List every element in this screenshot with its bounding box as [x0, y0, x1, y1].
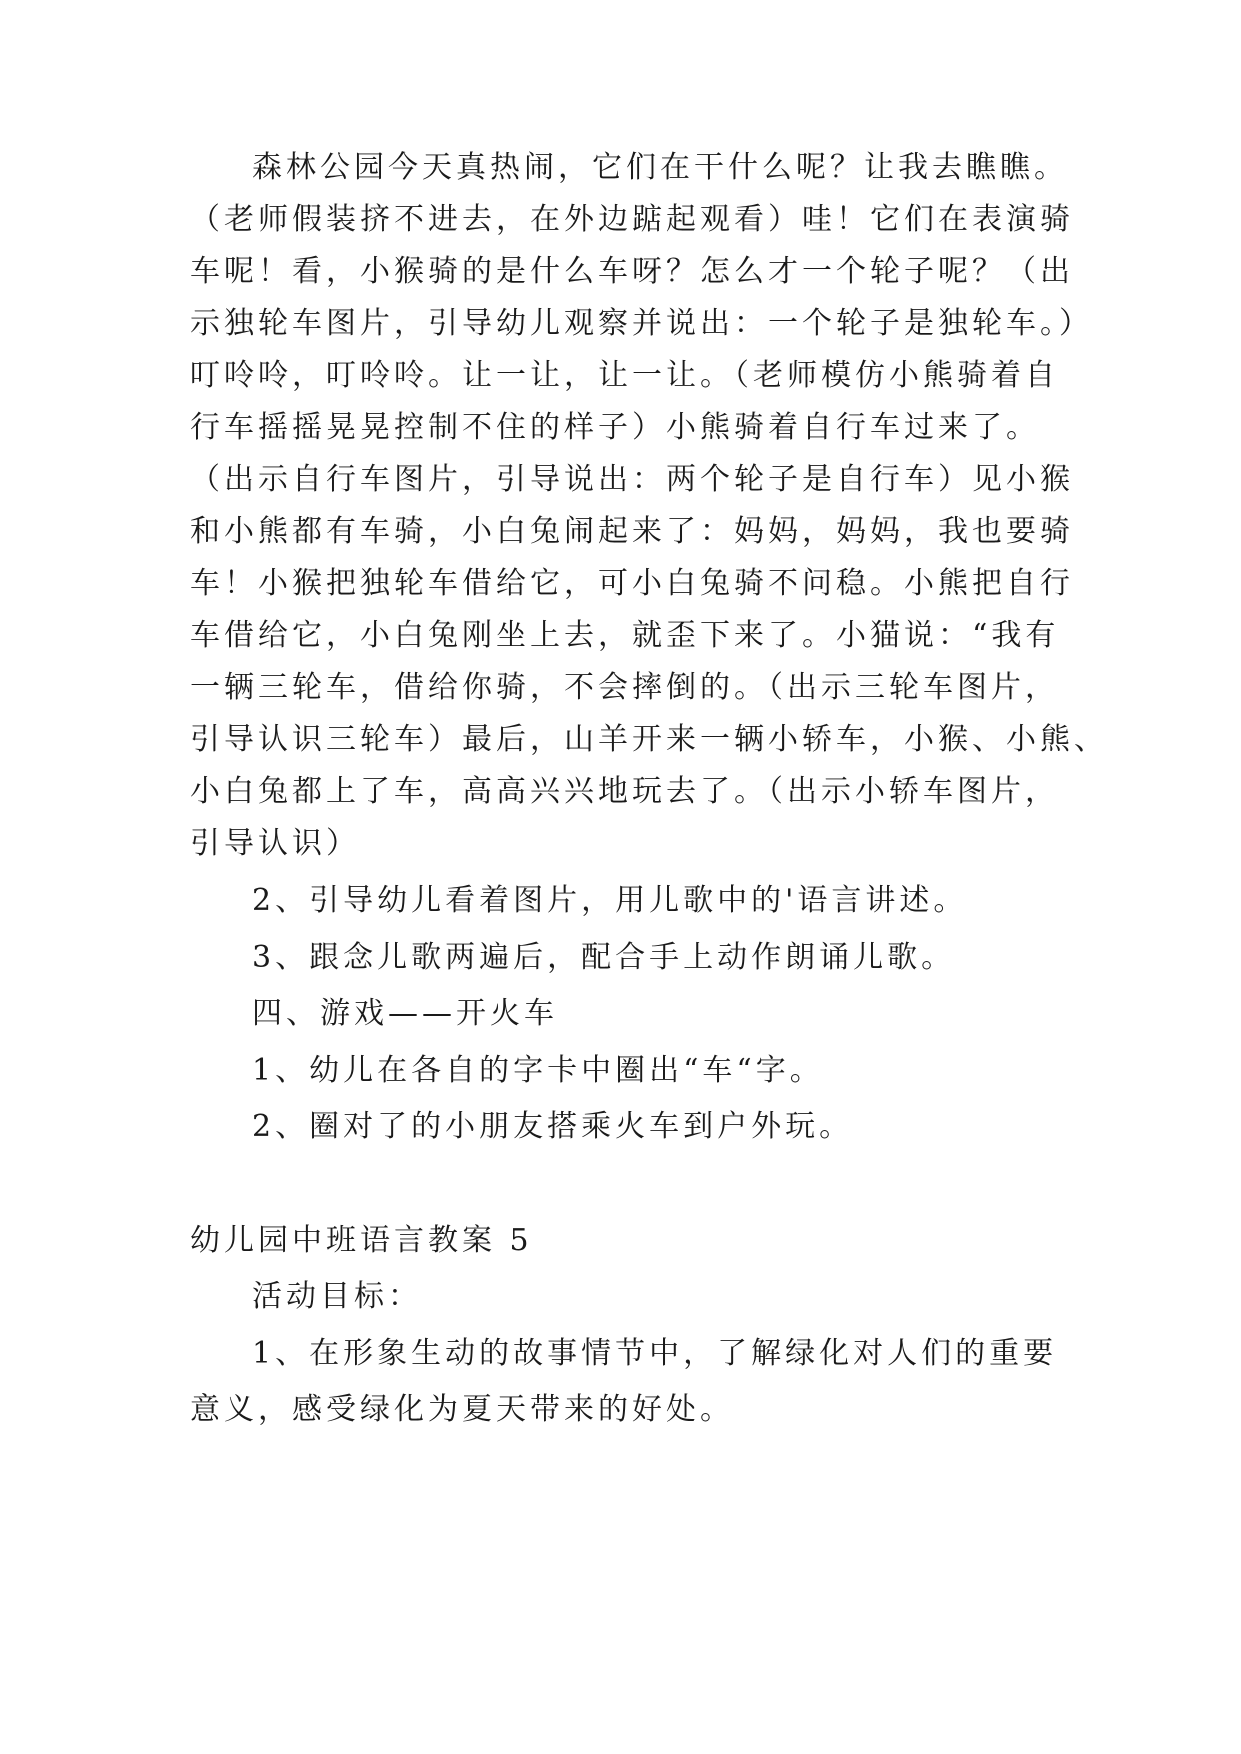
- story-line-1: 森林公园今天真热闹，它们在干什么呢？让我去瞧瞧。: [252, 150, 1068, 185]
- story-line-2: （老师假装挤不进去，在外边踮起观看）哇！它们在表演骑: [190, 202, 1074, 237]
- objectives-heading: 活动目标：: [252, 1279, 422, 1314]
- step-2-text: 2、引导幼儿看着图片，用儿歌中的'语言讲述。: [252, 883, 968, 918]
- story-line-14: 引导认识）: [190, 826, 360, 861]
- story-line-5: 叮呤呤，叮呤呤。让一让，让一让。（老师模仿小熊骑着自: [190, 358, 1059, 393]
- story-line-3: 车呢！看，小猴骑的是什么车呀？怎么才一个轮子呢？（出: [190, 254, 1074, 289]
- lesson-5-title: 幼儿园中班语言教案 5: [190, 1223, 533, 1258]
- story-line-12: 引导认识三轮车）最后，山羊开来一辆小轿车，小猴、小熊、: [190, 722, 1108, 757]
- game-step-1: 1、幼儿在各自的字卡中圈出“车“字。: [252, 1053, 824, 1088]
- story-line-6: 行车摇摇晃晃控制不住的样子）小熊骑着自行车过来了。: [190, 410, 1040, 445]
- story-line-4: 示独轮车图片，引导幼儿观察并说出：一个轮子是独轮车。）: [190, 306, 1093, 341]
- story-line-13: 小白兔都上了车，高高兴兴地玩去了。（出示小轿车图片，: [190, 774, 1059, 809]
- game-step-2: 2、圈对了的小朋友搭乘火车到户外玩。: [252, 1109, 854, 1144]
- step-3-text: 3、跟念儿歌两遍后，配合手上动作朗诵儿歌。: [252, 940, 956, 975]
- objective-1-line-2: 意义，感受绿化为夏天带来的好处。: [190, 1392, 734, 1427]
- story-line-10: 车借给它，小白兔刚坐上去，就歪下来了。小猫说：“我有: [190, 618, 1060, 653]
- story-line-9: 车！小猴把独轮车借给它，可小白兔骑不问稳。小熊把自行: [190, 566, 1074, 601]
- objective-1-line-1: 1、在形象生动的故事情节中，了解绿化对人们的重要: [252, 1336, 1058, 1371]
- section-4-heading: 四、游戏——开火车: [252, 996, 558, 1031]
- story-line-11: 一辆三轮车，借给你骑，不会摔倒的。（出示三轮车图片，: [190, 670, 1059, 705]
- story-line-8: 和小熊都有车骑，小白兔闹起来了：妈妈，妈妈，我也要骑: [190, 514, 1074, 549]
- story-line-7: （出示自行车图片，引导说出：两个轮子是自行车）见小猴: [190, 462, 1074, 497]
